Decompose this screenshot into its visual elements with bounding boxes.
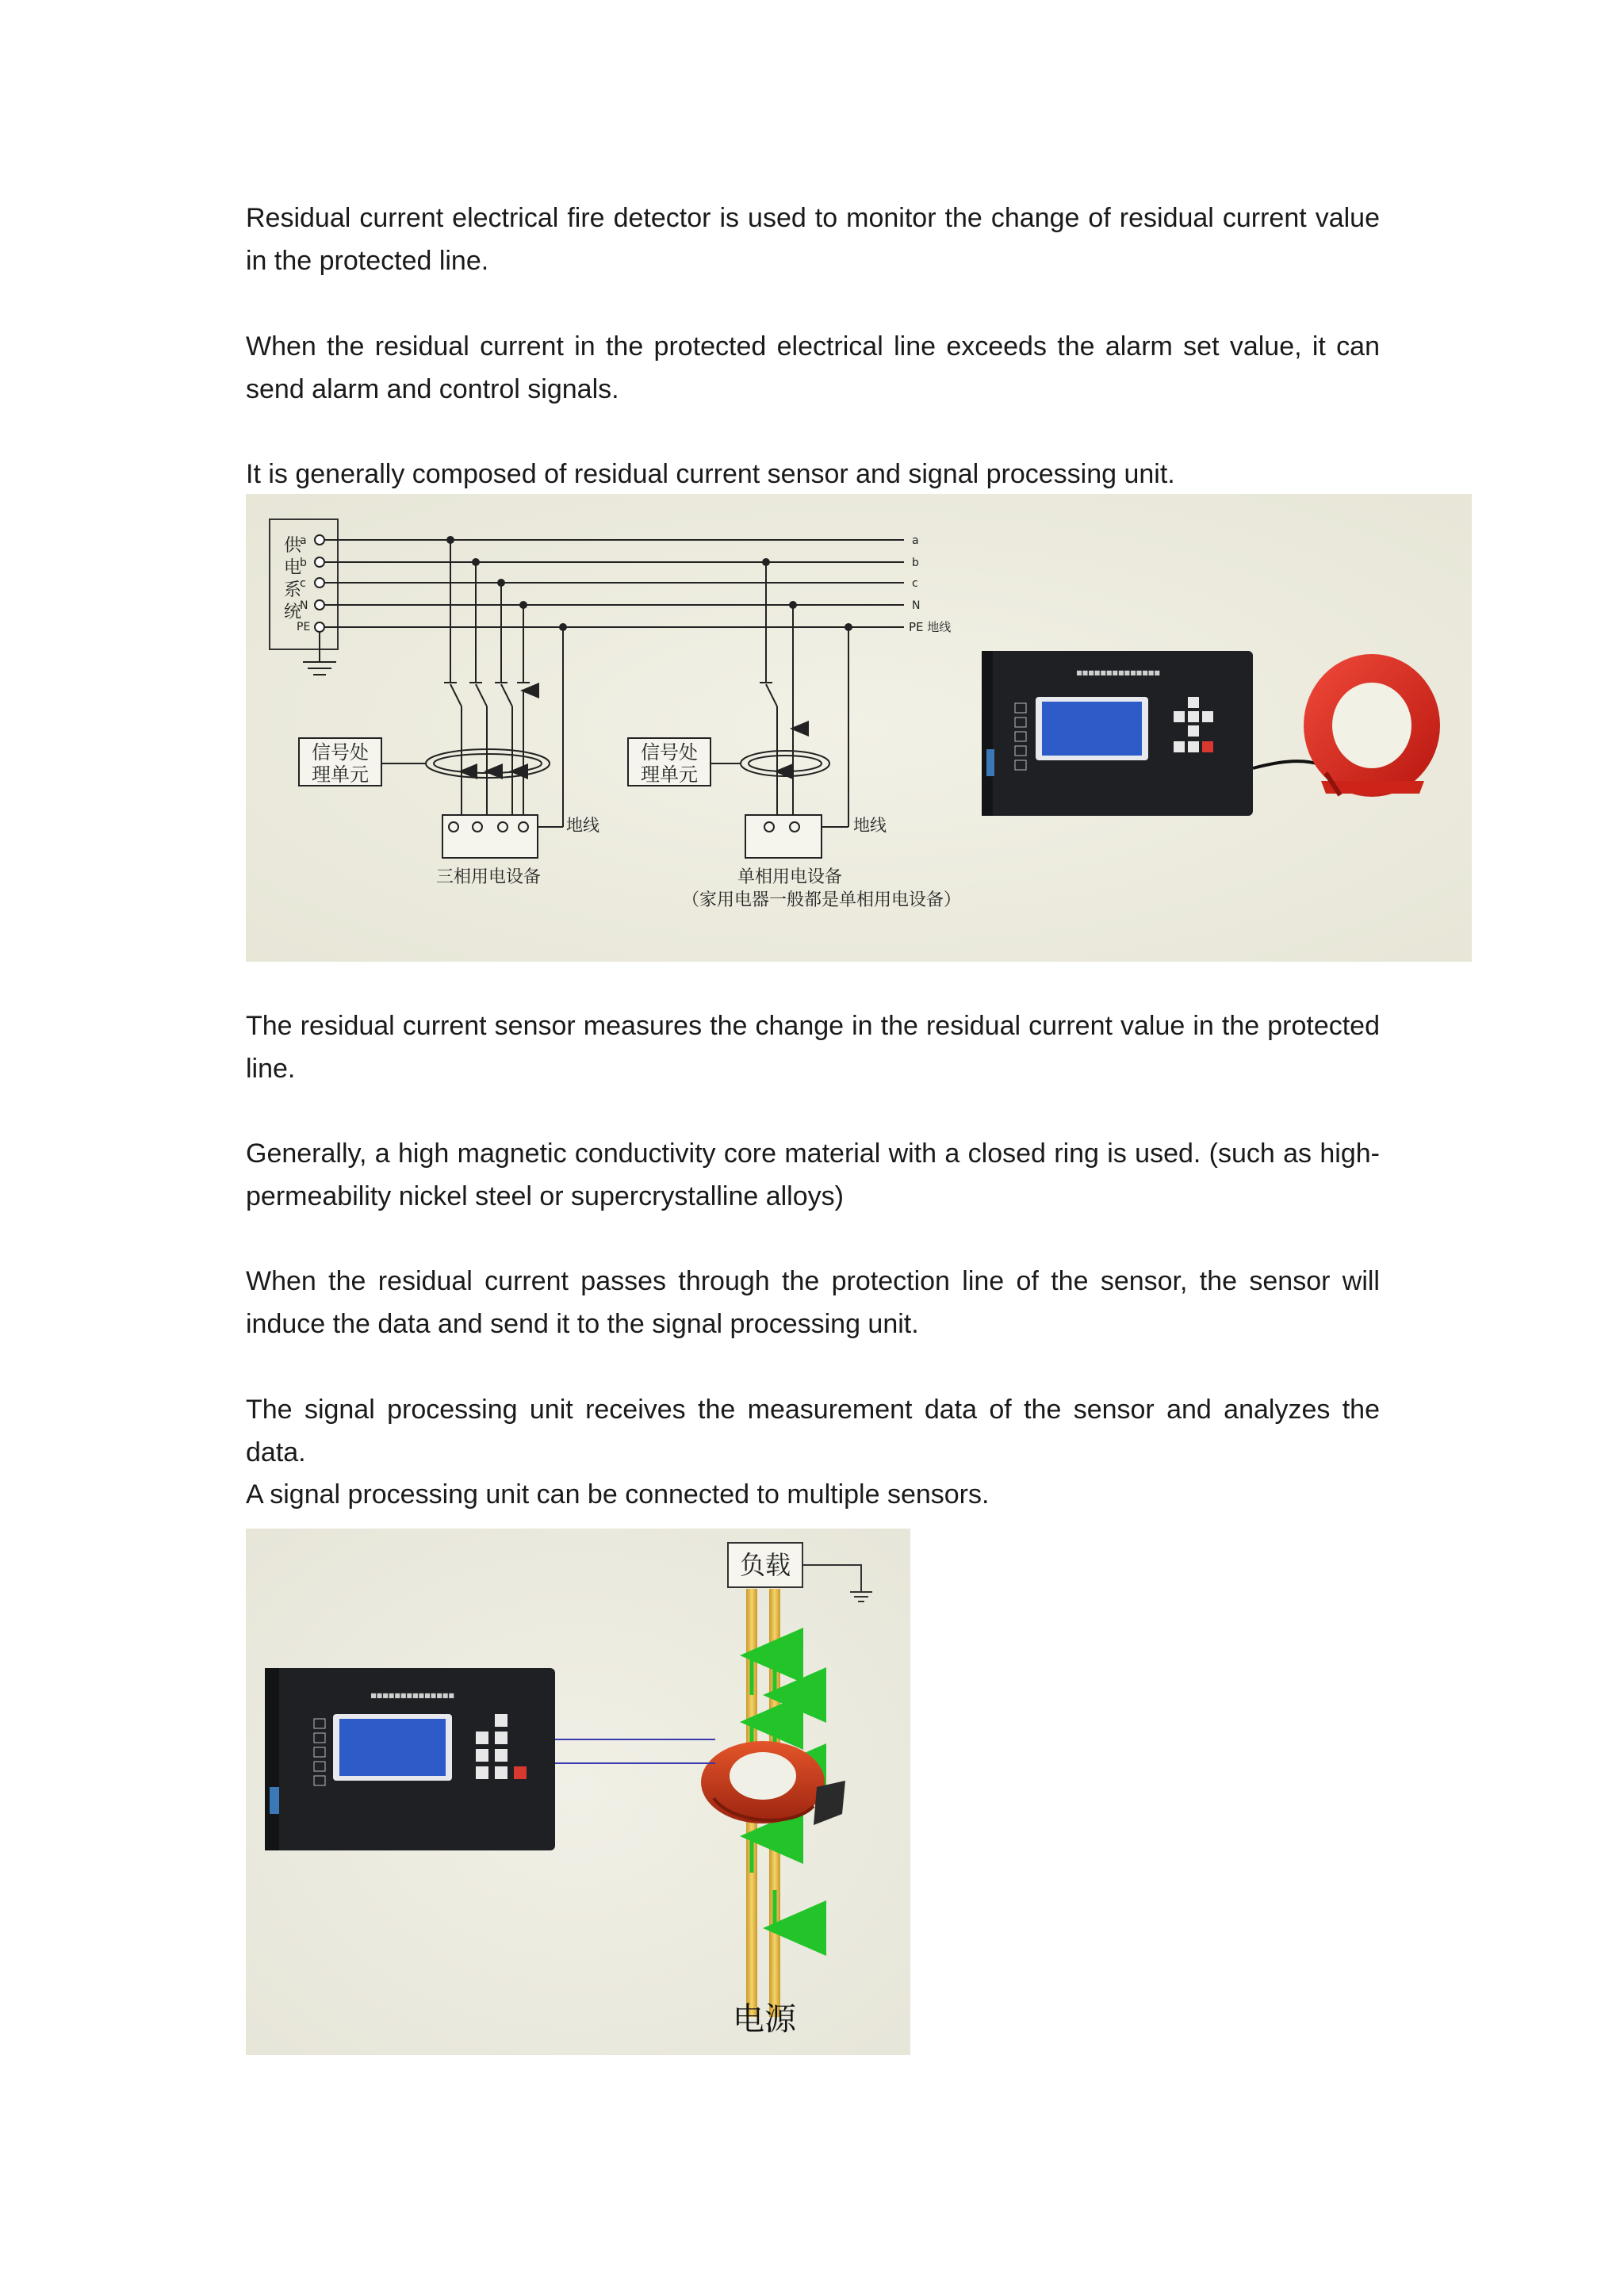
bus-label-pe: PE (297, 621, 311, 633)
right-bus-label-pe: PE 地线 (909, 620, 952, 634)
right-bus-label-b: b (912, 557, 919, 569)
supply-char-2: 电 (284, 558, 302, 578)
signal-unit-three-phase (299, 738, 381, 786)
signal-unit-2-line1: 信号处 (641, 741, 698, 763)
paragraph-composition: It is generally composed of residual current sensor and signal processing unit. (246, 459, 1175, 489)
right-bus-label-c: c (912, 577, 918, 590)
three-phase-equipment-label: 三相用电设备 (435, 867, 542, 887)
supply-char-3: 系 (284, 580, 302, 600)
bus-label-c: c (300, 577, 306, 590)
detector-device-2 (265, 1668, 555, 1850)
right-bus-label-n: N (912, 599, 921, 612)
power-label: 电源 (733, 2001, 796, 2038)
bus-label-n: N (300, 599, 308, 612)
right-bus-label-a: a (912, 534, 919, 547)
signal-unit-1-line2: 理单元 (312, 763, 369, 786)
signal-unit-1-line1: 信号处 (312, 741, 369, 763)
paragraph-induce-data: When the residual current passes through the protection line of the sensor, the sensor will induce the data and send it to the signal processing unit. (246, 1266, 1380, 1339)
paragraph-analyze-data: The signal processing unit receives the measurement data of the sensor and analyzes the data. (246, 1395, 1380, 1468)
supply-char-4: 统 (284, 603, 302, 622)
paragraph-sensor-measure: The residual current sensor measures the change in the residual current value in the protected line. (246, 1011, 1380, 1084)
signal-unit-single-phase (628, 738, 710, 786)
detector-device (982, 651, 1253, 816)
paragraph-alarm: When the residual current in the protected electrical line exceeds the alarm set value, it can send alarm and control signals. (246, 331, 1380, 404)
svg-text:■■■■■■■■■■■■■■: ■■■■■■■■■■■■■■ (370, 1692, 454, 1699)
load-label: 负载 (739, 1550, 791, 1580)
ground-wire-label-2: 地线 (853, 816, 887, 835)
svg-text:■■■■■■■■■■■■■■: ■■■■■■■■■■■■■■ (1076, 669, 1160, 676)
signal-unit-2-line2: 理单元 (641, 763, 698, 786)
paragraph-intro: Residual current electrical fire detector is used to monitor the change of residual current value in the protected line. (246, 203, 1380, 276)
ground-wire-label-1: 地线 (566, 816, 599, 835)
figure-sensor-connection (246, 1529, 910, 2055)
bus-label-b: b (300, 557, 307, 569)
red-ring-sensor (1304, 654, 1440, 797)
single-phase-note: （家用电器一般都是单相用电设备） (681, 890, 962, 910)
single-phase-equipment-label: 单相用电设备 (737, 867, 843, 887)
figure-wiring-diagram (246, 494, 1472, 962)
paragraph-multiple-sensors: A signal processing unit can be connected to multiple sensors. (246, 1479, 990, 1510)
bus-label-a: a (300, 534, 307, 547)
paragraph-core-material: Generally, a high magnetic conductivity core material with a closed ring is used. (such as high-permeability nickel steel or supercrystalline alloys) (246, 1138, 1380, 1211)
supply-char-1: 供 (284, 536, 302, 556)
